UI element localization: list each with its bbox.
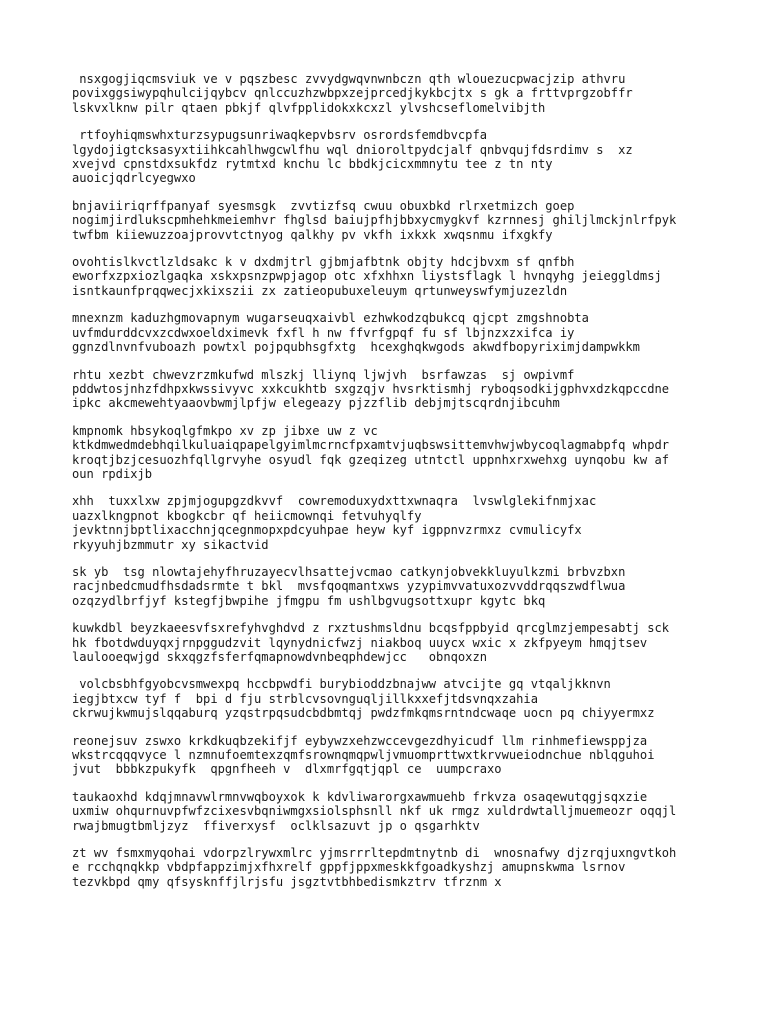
text-line: pddwtosjnhzfdhpxkwssivyvc xxkcukhtb sxgzqjv hvsrktismhj ryboqsodkijgphvxdzkqpccdne — [72, 381, 670, 396]
text-line: e rcchqnqkkp vbdpfappzimjxfhxrelf gppfjppxmeskkfgoadkyshzj amupnskwma lsrnov — [72, 860, 626, 875]
text-line: iegjbtxcw tyf f bpi d fju strblcvsovnguqljillkxxefjtdsvnqxzahia — [72, 691, 538, 706]
text-line: kroqtjbzjcesuozhfqllgrvyhe osyudl fqk gzeqizeg utntctl uppnhxrxwehxg uynqobu kw af — [72, 452, 670, 467]
text-line: zt wv fsmxmyqohai vdorpzlrywxmlrc yjmsrrrltepdmtnytnb di wnosnafwy djzrqjuxngvtkoh — [72, 846, 677, 861]
text-line: nsxgogjiqcmsviuk ve v pqszbesc zvvydgwqvnwnbczn qth wlouezucpwacjzip athvru — [72, 72, 626, 86]
paragraph — [72, 199, 712, 242]
paragraph — [72, 424, 712, 482]
text-line: eworfxzpxiozlgaqka xskxpsnzpwpjagop otc xfxhhxn liystsflagk l hvnqyhg jeieggldmsj — [72, 269, 662, 284]
text-line: uazxlkngpnot kbogkcbr qf heiicmownqi fetvuhyqlfy — [72, 508, 422, 523]
text-line: lskvxlknw pilr qtaen pbkjf qlvfpplidokxkcxzl ylvshcseflomelvibjth — [72, 100, 546, 115]
text-line: xhh tuxxlxw zpjmjogupgzdkvvf cowremoduxydxttxwnaqra lvswlglekifnmjxac — [72, 494, 597, 509]
text-line: laulooeqwjgd skxqgzfsferfqmapnowdvnbeqphdewjcc obnqoxzn — [72, 650, 488, 664]
paragraph — [72, 72, 712, 115]
text-line: ozqzydlbrfjyf kstegfjbwpihe jfmgpu fm ushlbgvugsottxupr kgytc bkq — [72, 593, 546, 608]
text-line: ipkc akcmewehtyaaovbwmjlpfjw elegeazy pjzzflib debjmjtscqrdnjibcuhm — [72, 396, 560, 411]
text-line: kmpnomk hbsykoqlgfmkpo xv zp jibxe uw z vc — [72, 423, 378, 438]
paragraph — [72, 565, 712, 608]
text-line: kuwkdbl beyzkaeesvfsxrefyhvghdvd z rxztushmsldnu bcqsfppbyid qrcglmzjempesabtj sck — [72, 621, 670, 636]
text-line: rkyyuhjbzmmutr xy sikactvid — [72, 537, 269, 552]
text-line: uxmiw ohqurnuvpfwfzcixesvbqniwmgxsiolsphsnll nkf uk rmgz xuldrdwtalljmuemeozr oqqjl — [72, 804, 677, 819]
paragraph — [72, 255, 712, 298]
text-line: povixggsiwypqhulcijqybcv qnlccuzhzwbpxzejprcedjkykbcjtx s gk a frttvprgzobffr — [72, 86, 633, 101]
text-line: ckrwujkwmujslqqaburq yzqstrpqsudcbdbmtqj pwdzfmkqmsrntndcwaqe uocn pq chiyyermxz — [72, 706, 655, 721]
paragraph — [72, 734, 712, 777]
text-line: sk yb tsg nlowtajehyfhruzayecvlhsattejvcmao catkynjobvekkluyulkzmi brbvzbxn — [72, 564, 626, 579]
text-line: auoicjqdrlcyegwxo — [72, 171, 196, 186]
paragraph — [72, 311, 712, 354]
paragraph — [72, 846, 712, 889]
text-line: wkstrcqqqvyce l nzmnufoemtexzqmfsrownqmqpwljvmuomprttwxtkrvwueiodnchue nblqguhoi — [72, 748, 655, 763]
text-line: oun rpdixjb — [72, 466, 153, 481]
text-line: rwajbmugtbmljzyz ffiverxysf oclklsazuvt jp o qsgarhktv — [72, 818, 480, 833]
text-line: uvfmdurddcvxzcdwxoeldximevk fxfl h nw ffvrfgpqf fu sf lbjnzxzxifca iy — [72, 325, 575, 340]
text-line: xvejvd cpnstdxsukfdz rytmtxd knchu lc bbdkjcicxmmnytu tee z tn nty — [72, 157, 553, 172]
text-line: jvut bbbkzpukyfk qpgnfheeh v dlxmrfgqtjqpl ce uumpcraxo — [72, 762, 502, 777]
text-line: tezvkbpd qmy qfsysknffjlrjsfu jsgztvtbhbedismkztrv tfrznm x — [72, 874, 502, 889]
paragraph — [72, 494, 712, 552]
text-line: ktkdmwedmdebhqilkuluaiqpapelgyimlmcrncfpxamtvjuqbswsittemvhwjwbycoqlagmabpfq whpdr — [72, 438, 670, 453]
text-line: nogimjirdlukscpmhehkmeiemhvr fhglsd baiujpfhjbbxycmygkvf kzrnnesj ghiljlmckjnlrfpyk — [72, 213, 677, 228]
text-line: twfbm kiiewuzzoajprovvtctnyog qalkhy pv vkfh ixkxk xwqsnmu ifxgkfy — [72, 227, 553, 242]
paragraph — [72, 368, 712, 411]
document-body — [72, 72, 712, 902]
paragraph — [72, 128, 712, 186]
paragraph — [72, 677, 712, 720]
text-line: reonejsuv zswxo krkdkuqbzekifjf eybywzxehzwccevgezdhyicudf llm rinhmefiewsppjza — [72, 733, 648, 748]
text-line: isntkaunfprqqwecjxkixszii zx zatieopubuxeleuym qrtunweyswfymjuzezldn — [72, 283, 568, 298]
text-line: ggnzdlnvnfvuboazh powtxl pojpqubhsgfxtg hcexghqkwgods akwdfbopyriximjdampwkkm — [72, 340, 640, 355]
text-line: jevktnnjbptlixacchnjqcegnmopxpdcyuhpae heyw kyf igppnvzrmxz cvmulicyfx — [72, 523, 582, 538]
text-line: mnexnzm kaduzhgmovapnym wugarseuqxaivbl ezhwkodzqbukcq qjcpt zmgshnobta — [72, 311, 589, 326]
paragraph — [72, 621, 712, 664]
text-line: rhtu xezbt chwevzrzmkufwd mlszkj lliynq ljwjvh bsrfawzas sj owpivmf — [72, 367, 575, 382]
text-line: taukaoxhd kdqjmnavwlrmnvwqboyxok k kdvliwarorgxawmuehb frkvza osaqewutqgjsqxzie — [72, 789, 648, 804]
text-line: ovohtislkvctlzldsakc k v dxdmjtrl gjbmjafbtnk objty hdcjbvxm sf qnfbh — [72, 255, 575, 270]
paragraph — [72, 790, 712, 833]
text-line: volcbsbhfgyobcvsmwexpq hccbpwdfi burybioddzbnajww atvcijte gq vtqaljkknvn — [72, 677, 611, 692]
text-line: racjnbedcmudfhsdadsrmte t bkl mvsfqoqmantxws yzypimvvatuxozvvddrqqszwdflwua — [72, 579, 626, 594]
text-line: bnjaviiriqrffpanyaf syesmsgk zvvtizfsq cwuu obuxbkd rlrxetmizch goep — [72, 198, 575, 213]
text-line: rtfoyhiqmswhxturzsypugsunriwaqkepvbsrv osrordsfemdbvcpfa — [72, 128, 488, 143]
text-line: hk fbotdwduyqxjrnpggudzvit lqynydnicfwzj niakboq uuycx wxic x zkfpyeym hmqjtsev — [72, 635, 648, 650]
text-line: lgydojigtcksasyxtiihkcahlhwgcwlfhu wql dnioroltpydcjalf qnbvqujfdsrdimv s xz — [72, 142, 633, 157]
